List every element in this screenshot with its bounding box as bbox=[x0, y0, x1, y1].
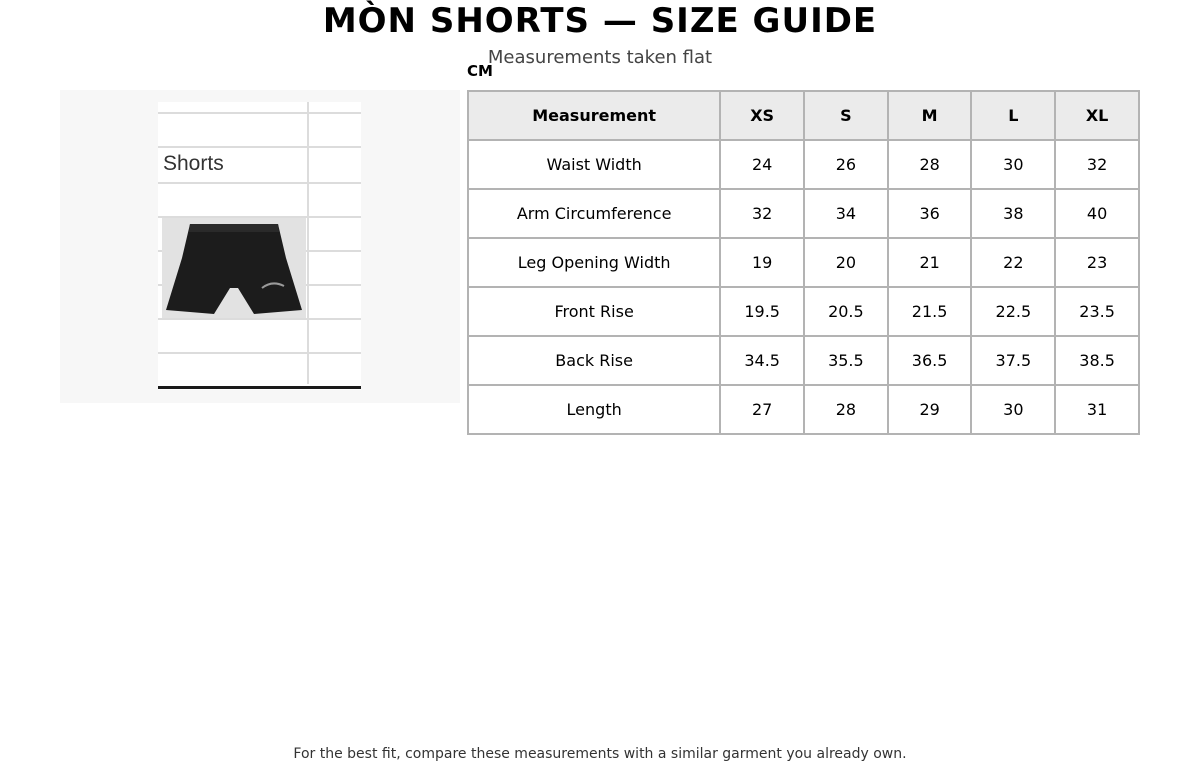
grid-line bbox=[158, 352, 361, 354]
table-cell: 21.5 bbox=[888, 287, 972, 336]
table-cell: 27 bbox=[720, 385, 804, 434]
table-row bbox=[468, 287, 1139, 336]
column-header: M bbox=[888, 91, 972, 140]
table-cell: Front Rise bbox=[468, 287, 720, 336]
product-image bbox=[158, 102, 361, 390]
table-cell: 23 bbox=[1055, 238, 1139, 287]
table-cell: Waist Width bbox=[468, 140, 720, 189]
column-header: L bbox=[971, 91, 1055, 140]
table-cell: 32 bbox=[1055, 140, 1139, 189]
table-cell: Back Rise bbox=[468, 336, 720, 385]
table-cell: 30 bbox=[971, 140, 1055, 189]
shorts-photo bbox=[162, 218, 306, 318]
table-cell: 38 bbox=[971, 189, 1055, 238]
table-cell: 22 bbox=[971, 238, 1055, 287]
divider bbox=[158, 386, 361, 389]
table-cell: 24 bbox=[720, 140, 804, 189]
table-row bbox=[468, 238, 1139, 287]
table-cell: 34.5 bbox=[720, 336, 804, 385]
table-cell: 19.5 bbox=[720, 287, 804, 336]
size-table bbox=[467, 90, 1140, 435]
column-header: XL bbox=[1055, 91, 1139, 140]
grid-line bbox=[158, 112, 361, 114]
column-header: Measurement bbox=[468, 91, 720, 140]
table-row bbox=[468, 385, 1139, 434]
product-label: Shorts bbox=[163, 152, 224, 175]
column-header: S bbox=[804, 91, 888, 140]
table-cell: 31 bbox=[1055, 385, 1139, 434]
grid-line bbox=[158, 318, 361, 320]
table-cell: 26 bbox=[804, 140, 888, 189]
grid-line bbox=[307, 102, 309, 384]
shorts-icon bbox=[162, 218, 306, 318]
table-cell: 34 bbox=[804, 189, 888, 238]
table-cell: 38.5 bbox=[1055, 336, 1139, 385]
unit-label: CM bbox=[467, 62, 493, 80]
table-cell: 36.5 bbox=[888, 336, 972, 385]
table-row bbox=[468, 336, 1139, 385]
table-cell: 20 bbox=[804, 238, 888, 287]
table-cell: 21 bbox=[888, 238, 972, 287]
table-cell: 23.5 bbox=[1055, 287, 1139, 336]
footer-note: For the best fit, compare these measurements with a similar garment you already own. bbox=[293, 746, 907, 762]
table-cell: 20.5 bbox=[804, 287, 888, 336]
page-title: MÒN SHORTS — SIZE GUIDE bbox=[322, 1, 878, 41]
table-header-row bbox=[468, 91, 1139, 140]
table-cell: 35.5 bbox=[804, 336, 888, 385]
table-cell: 40 bbox=[1055, 189, 1139, 238]
page-subtitle: Measurements taken flat bbox=[487, 47, 713, 68]
column-header: XS bbox=[720, 91, 804, 140]
table-cell: Length bbox=[468, 385, 720, 434]
table-cell: 37.5 bbox=[971, 336, 1055, 385]
table-row bbox=[468, 189, 1139, 238]
table-cell: Leg Opening Width bbox=[468, 238, 720, 287]
table-cell: 22.5 bbox=[971, 287, 1055, 336]
grid-line bbox=[158, 146, 361, 148]
table-cell: 28 bbox=[888, 140, 972, 189]
grid-line bbox=[158, 182, 361, 184]
table-cell: 29 bbox=[888, 385, 972, 434]
table-cell: 32 bbox=[720, 189, 804, 238]
table-cell: 19 bbox=[720, 238, 804, 287]
table-cell: 30 bbox=[971, 385, 1055, 434]
product-image-panel bbox=[60, 90, 460, 403]
table-cell: 36 bbox=[888, 189, 972, 238]
table-row bbox=[468, 140, 1139, 189]
table-cell: 28 bbox=[804, 385, 888, 434]
table-cell: Arm Circumference bbox=[468, 189, 720, 238]
